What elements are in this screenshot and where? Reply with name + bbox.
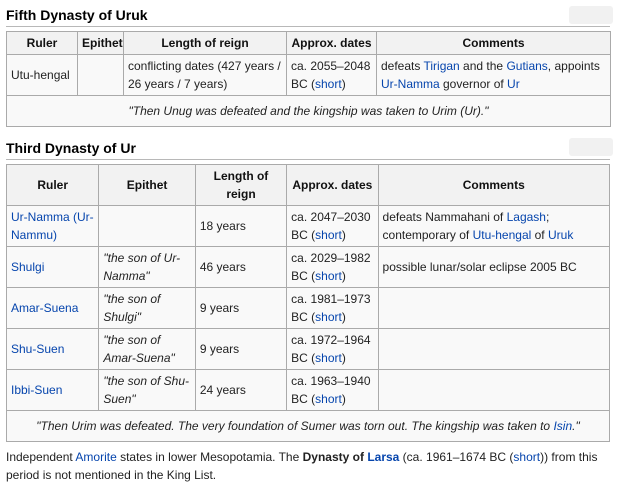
table-header-row [7, 165, 610, 206]
short-chronology-link[interactable]: short [315, 228, 342, 242]
ruler-link[interactable]: Ibbi-Suen [11, 383, 63, 397]
quote-row [7, 96, 611, 127]
header-dates: Approx. dates [287, 32, 377, 55]
gutians-link[interactable]: Gutians [506, 59, 548, 73]
ur-namma-link[interactable]: Ur-Namma [381, 77, 440, 91]
dates-cell: ca. 2047–2030 BC (short) [287, 206, 378, 247]
ruler-cell [7, 206, 99, 247]
table-row [7, 247, 610, 288]
larsa-link[interactable]: Larsa [367, 450, 400, 464]
header-reign: Length of reign [195, 165, 286, 206]
ruler-link[interactable]: Amar-Suena [11, 301, 79, 315]
ruler-cell [7, 288, 99, 329]
short-chronology-link[interactable]: short [315, 351, 342, 365]
reign-cell: 46 years [195, 247, 286, 288]
header-comments: Comments [378, 165, 609, 206]
dates-cell: ca. 1972–1964 BC (short) [287, 329, 378, 370]
reign-cell: 24 years [195, 370, 286, 411]
dates-cell: ca. 1981–1973 BC (short) [287, 288, 378, 329]
header-ruler: Ruler [7, 32, 78, 55]
comments-cell: possible lunar/solar eclipse 2005 BC [378, 247, 609, 288]
header-dates: Approx. dates [287, 165, 378, 206]
quote-text: "Then Unug was defeated and the kingship was taken to Urim (Ur)." [7, 96, 611, 127]
section-heading-uruk: Fifth Dynasty of Uruk [6, 0, 610, 27]
table-row [7, 206, 610, 247]
comments-cell [378, 288, 609, 329]
comments-cell [378, 329, 609, 370]
reign-cell: 18 years [195, 206, 286, 247]
ur-table [6, 164, 610, 442]
short-chronology-link[interactable]: short [513, 450, 541, 464]
amorite-link[interactable]: Amorite [75, 450, 117, 464]
utu-hengal-link[interactable]: Utu-hengal [472, 228, 532, 242]
ruler-cell [7, 247, 99, 288]
epithet-cell: "the son of Shu-Suen" [99, 370, 195, 411]
epithet-cell: "the son of Shulgi" [99, 288, 195, 329]
dates-cell: ca. 2055–2048 BC (short) [287, 55, 377, 96]
content-area [6, 0, 610, 484]
epithet-cell [99, 206, 195, 247]
table-row [7, 55, 611, 96]
quote-text: "Then Urim was defeated. The very foundation of Sumer was torn out. The kingship was taken to Isin." [7, 411, 610, 442]
ruler-cell [7, 55, 78, 96]
header-comments: Comments [377, 32, 611, 55]
table-row [7, 288, 610, 329]
short-chronology-link[interactable]: short [315, 392, 342, 406]
header-epithet: Epithet [78, 32, 124, 55]
short-chronology-link[interactable]: short [315, 269, 342, 283]
ruler-cell [7, 370, 99, 411]
header-epithet: Epithet [99, 165, 195, 206]
epithet-cell: "the son of Amar-Suena" [99, 329, 195, 370]
ruler-link[interactable]: Shu-Suen [11, 342, 65, 356]
reign-cell: 9 years [195, 329, 286, 370]
isin-link[interactable]: Isin [553, 419, 573, 433]
short-chronology-link[interactable]: short [315, 77, 342, 91]
ruler-link[interactable]: Ur-Namma (Ur-Nammu) [11, 210, 94, 242]
reign-cell: conflicting dates (427 years / 26 years / 7 years) [124, 55, 287, 96]
comments-cell [378, 370, 609, 411]
uruk-link[interactable]: Uruk [547, 228, 574, 242]
reign-cell: 9 years [195, 288, 286, 329]
comments-cell: defeats Nammahani of Lagash; contemporary of Utu-hengal of Uruk [378, 206, 609, 247]
ur-link[interactable]: Ur [507, 77, 520, 91]
table-row [7, 370, 610, 411]
footer-paragraph: Independent Amorite states in lower Mesopotamia. The Dynasty of Larsa (ca. 1961–1674 BC (short)) from this period is not mentioned in the King List. [6, 450, 598, 482]
table-row [7, 329, 610, 370]
epithet-cell: "the son of Ur-Namma" [99, 247, 195, 288]
comments-cell: defeats Tirigan and the Gutians, appoints Ur-Namma governor of Ur [377, 55, 611, 96]
quote-row [7, 411, 610, 442]
ruler-cell [7, 329, 99, 370]
ruler-link[interactable]: Shulgi [11, 260, 45, 274]
epithet-cell [78, 55, 124, 96]
uruk-table [6, 31, 611, 127]
larsa-dynasty-label: Dynasty of Larsa [302, 450, 400, 464]
ruler-name: Utu-hengal [11, 68, 70, 82]
dates-cell: ca. 2029–1982 BC (short) [287, 247, 378, 288]
lagash-link[interactable]: Lagash [506, 210, 546, 224]
section-heading-ur: Third Dynasty of Ur [6, 133, 610, 160]
header-ruler: Ruler [7, 165, 99, 206]
tirigan-link[interactable]: Tirigan [423, 59, 460, 73]
short-chronology-link[interactable]: short [315, 310, 342, 324]
header-reign: Length of reign [124, 32, 287, 55]
table-header-row [7, 32, 611, 55]
dates-cell: ca. 1963–1940 BC (short) [287, 370, 378, 411]
